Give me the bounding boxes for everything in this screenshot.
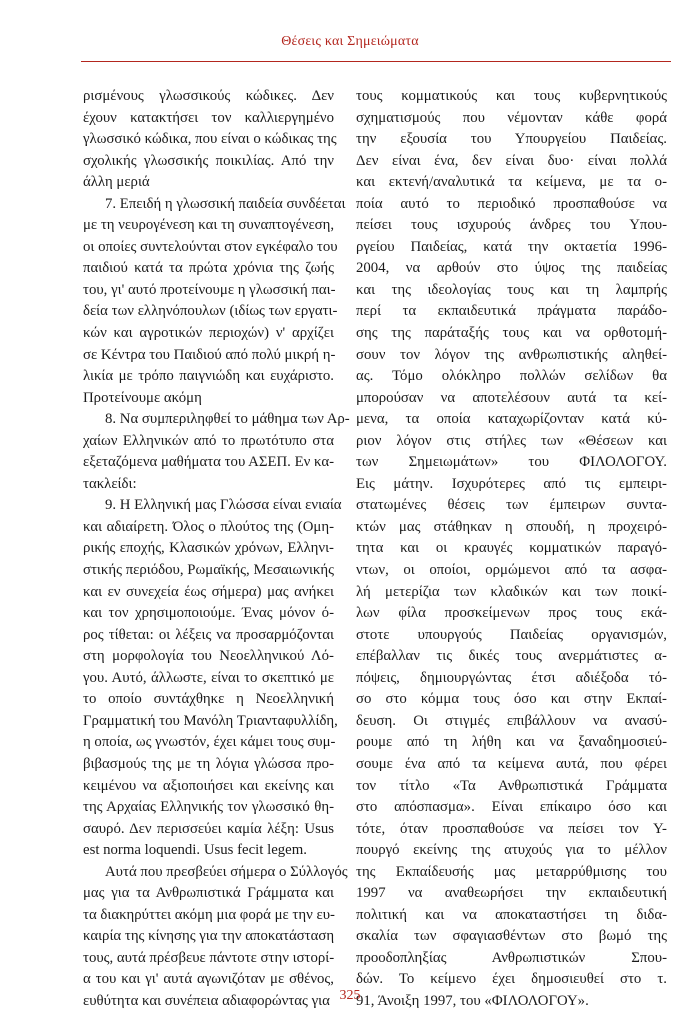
right-column-text-line: 91, Άνοιξη 1997, του «ΦΙΛΟΛΟΓΟΥ». [356, 992, 589, 1009]
right-column-text-line: πολιτική και να αποκαταστήσει τη διδα- [356, 906, 667, 923]
right-column-text-line: τότε, όταν προσπαθούσε να πείσει τον Υ- [356, 820, 667, 837]
left-column-text-line: τακλείδι: [83, 475, 137, 492]
left-column-text-line: άλλη μεριά [83, 174, 150, 191]
left-column-text-line: κειμένου να αξιοποιήσει και εκείνης και [83, 777, 334, 794]
right-column-text-line: λων φίλα προσκείμενων προς τους εκά- [356, 605, 667, 622]
right-column-text-line: 1997 να αναθεωρήσει την εκπαιδευτική [356, 885, 667, 902]
right-column-text-line: κτών μας στάθηκαν η σπουδή, η προχειρό- [356, 518, 667, 535]
right-column-text-line: περί τα εκπαιδευτικά πράγματα παράδο- [356, 303, 667, 320]
right-column-text-line: ντων, οι οποίοι, ορμώμενοι από τα ασφα- [356, 562, 667, 579]
left-column-text-line: στη μορφολογία του Νεοελληνικού Λό- [83, 648, 334, 665]
right-column-text-line: τον τίτλο «Τα Ανθρωπιστικά Γράμματα [356, 777, 667, 794]
left-column-text-line: α του και γι' αυτά αγωνιζόταν με σθένος, [83, 971, 334, 988]
left-column-text-line: ρος τίθεται: οι λέξεις να προσαρμόζονται [83, 626, 334, 643]
right-column-text-line: σουν τον λόγον της ανθρωπιστικής αληθεί- [356, 346, 667, 363]
left-column-text-line: το οποίο συντάχθηκε η Νεοελληνική [83, 691, 334, 708]
right-column-text-line: δευση. Οι στιγμές επιβάλλουν να ανασύ- [356, 712, 667, 729]
left-column-text-line: σαυρό. Δεν περισσεύει καμία λέξη: Usus [83, 820, 334, 837]
right-column-text-line: σουμε ένα από τα κείμενα αυτά, που φέρει [356, 755, 667, 772]
right-column-text-line: σκαλία των σφαγιασθέντων στο βωμό της [356, 928, 667, 945]
right-column-text-line: στοτε υπουργούς Παιδείας οργανισμών, [356, 626, 667, 643]
right-column-text-line: τους κομματικούς και τους κυβερνητικούς [356, 88, 667, 104]
left-column-text-line: εξεταζόμενα μαθήματα του ΑΣΕΠ. Εν κα- [83, 454, 335, 471]
right-column-text-line: και εκτενή/αναλυτικά τα κείμενα, με τα ο- [356, 174, 667, 191]
right-column-text-line: μενα, τα οποία καταχωρίζονταν κατά κύ- [356, 411, 667, 428]
left-column-text-line: Αυτά που πρεσβεύει σήμερα ο Σύλλογός [105, 863, 348, 880]
left-column-text-line: η οποία, ως γνωστόν, έχει κάμει τους συμ- [83, 734, 336, 751]
running-header: Θέσεις και Σημειώματα [281, 34, 419, 49]
right-column-text-line: Δεν είναι ένα, δεν είναι δυο· είναι πολλά [356, 152, 667, 169]
left-column-text-line: γλωσσικό κώδικα, που είναι ο κώδικας της [83, 131, 337, 148]
left-column-text-line: σε Κέντρα του Παιδιού από πολύ μικρή η- [83, 346, 336, 363]
right-column-text-line: σης της παράταξής τους και να ορθοτομή- [356, 325, 667, 342]
page-number: 325 [339, 988, 361, 1003]
right-column-text-line: την εξουσία του Υπουργείου Παιδείας. [356, 131, 667, 148]
left-column-text-line: και αδιαίρετη. Όλος ο πλούτος της (Ομη- [83, 518, 334, 535]
right-column-text-line: μπορούσαν να αποτελέσουν αυτά τα κεί- [356, 389, 667, 406]
left-column-text-line: ευθύτητα και συνέπεια αδιαφορώντας για [83, 992, 330, 1009]
right-column-text-line: δών. Το κείμενο έχει δημοσιευθεί στο τ. [356, 971, 667, 988]
header-rule [81, 61, 671, 62]
left-column-text-line: σχολικής γλωσσικής ποικιλίας. Από την [83, 152, 334, 169]
right-column-text-line: ριον λόγον στις στήλες των «Θέσεων και [356, 432, 667, 449]
left-column-text-line: του, γι' αυτό προτείνουμε η γλωσσική παι- [83, 281, 336, 298]
left-column-text-line: στικής περιόδου, Ρωμαϊκής, Μεσαιωνικής [83, 562, 334, 579]
left-column-text-line: 7. Επειδή η γλωσσική παιδεία συνδέεται [105, 195, 346, 212]
right-column-text-line: πείσει τους ισχυρούς άνδρες του Υπου- [356, 217, 667, 234]
left-column-text-line: και εν συνεχεία έως σήμερα) μας ανήκει [83, 583, 334, 600]
right-column-text-line: ποία αυτό το περιοδικό προσπαθούσε να [356, 195, 667, 212]
right-column-text-line: πουργό εκείνης της ατυχούς για το μέλλον [356, 842, 667, 859]
left-column-text-line: οι οποίες συντελούνται στον εγκέφαλο του [83, 238, 338, 255]
right-column-text-line: στατωμένες θέσεις των έμπειρων συντα- [356, 497, 667, 514]
left-column-text-line: Γραμματική του Μανόλη Τριανταφυλλίδη, [83, 712, 338, 729]
right-column-text-line: επέβαλλαν τις δικές τους ανερμάτιστες α- [356, 648, 667, 665]
left-column-text-line: μας για τα Ανθρωπιστικά Γράμματα και [83, 885, 334, 902]
right-column-text-line: προοδοπληξίας Ανθρωπιστικών Σπου- [356, 949, 667, 966]
left-column-text-line: 8. Να συμπεριληφθεί το μάθημα των Αρ- [105, 411, 350, 428]
left-column-text-line: Προτείνουμε ακόμη [83, 389, 202, 406]
right-column-text-line: ας. Τόμο ολόκληρο πολλών σελίδων θα [356, 368, 667, 385]
left-column-text-line: τα διακηρύττει ακόμη μια φορά με την ευ- [83, 906, 335, 923]
left-column-text-line: και τον χρησιμοποιούμε. Ένας μόνον ό- [83, 605, 334, 622]
left-column-text-line: 9. Η Ελληνική μας Γλώσσα είναι ενιαία [105, 497, 342, 514]
right-column [356, 86, 667, 1013]
right-column-text-line: των Σημειωμάτων» του ΦΙΛΟΛΟΓΟΥ. [356, 454, 667, 471]
left-column-text-line: έχουν κατακτήσει τον καλλιεργημένο [83, 109, 334, 126]
right-column-text-line: ρουμε από τη λήθη και να ξαναδημοσιεύ- [356, 734, 667, 751]
right-column-text-line: και της ιδεολογίας τους και τη λαμπρής [356, 281, 667, 298]
left-column-text-line: λικία με τρόπο παιγνιώδη και ευχάριστο. [83, 368, 334, 385]
right-column-text-line: 2004, να αρθούν στο ύψος της παιδείας [356, 260, 667, 277]
left-column-text-line: καιρία της κίνησης για την αποκατάσταση [83, 928, 335, 945]
left-column-text-line: γου. Αυτό, άλλωστε, είναι το σκεπτικό με [83, 669, 334, 686]
left-column-text-line: ρικής εποχής, Κλασικών χρόνων, Ελληνι- [83, 540, 334, 557]
left-column-text-line: χαίων Ελληνικών από το πρωτότυπο στα [83, 432, 334, 449]
left-column-text-line: ρισμένους γλωσσικούς κώδικες. Δεν [83, 88, 334, 104]
right-column-text-line: σο στο κόμμα τους όσο και στην Εκπαί- [356, 691, 667, 708]
left-column-text-line: με τη νευρογένεση και τη συναπτογένεση, [83, 217, 335, 234]
left-column-text-line: δεία των ελληνόπουλων (ιδίως των εργατι- [83, 303, 338, 320]
left-column-text-line: κών και αγροτικών περιοχών) ν' αρχίζει [83, 325, 334, 342]
right-column-text-line: σχηματισμούς που νέμονταν κάθε φορά [356, 109, 667, 126]
right-column-text-line: Εις μάτην. Ισχυρότερες από τις εμπειρι- [356, 475, 667, 492]
right-column-text-line: ργείου Παιδείας, κατά την οκταετία 1996- [356, 238, 667, 255]
right-column-text-line: τητα και οι κραυγές κομματικών παραγό- [356, 540, 667, 557]
left-column-text-line: παιδιού κατά τα πρώτα χρόνια της ζωής [83, 260, 334, 277]
right-column-text-line: πόψεις, δημιουργώντας έτσι αδιέξοδα τό- [356, 669, 667, 686]
right-column-text-line: λή μετερίζια των κλαδικών και των ποικί- [356, 583, 667, 600]
right-column-text-line: στο απόσπασμα». Είναι επίκαιρο όσο και [356, 799, 667, 816]
left-column-text-line: βιβασμούς της με τη λόγια γλώσσα προ- [83, 755, 334, 772]
right-column-text-line: της Εκπαίδευσής μας μεταρρύθμισης του [356, 863, 667, 880]
left-column-text-line: est norma loquendi. Usus fecit legem. [83, 842, 307, 859]
left-column-text-line: της Αρχαίας Ελληνικής τον γλωσσικό θη- [83, 799, 334, 816]
left-column-text-line: τους, αυτά πρέσβευε πάντοτε στην ιστορί- [83, 949, 335, 966]
